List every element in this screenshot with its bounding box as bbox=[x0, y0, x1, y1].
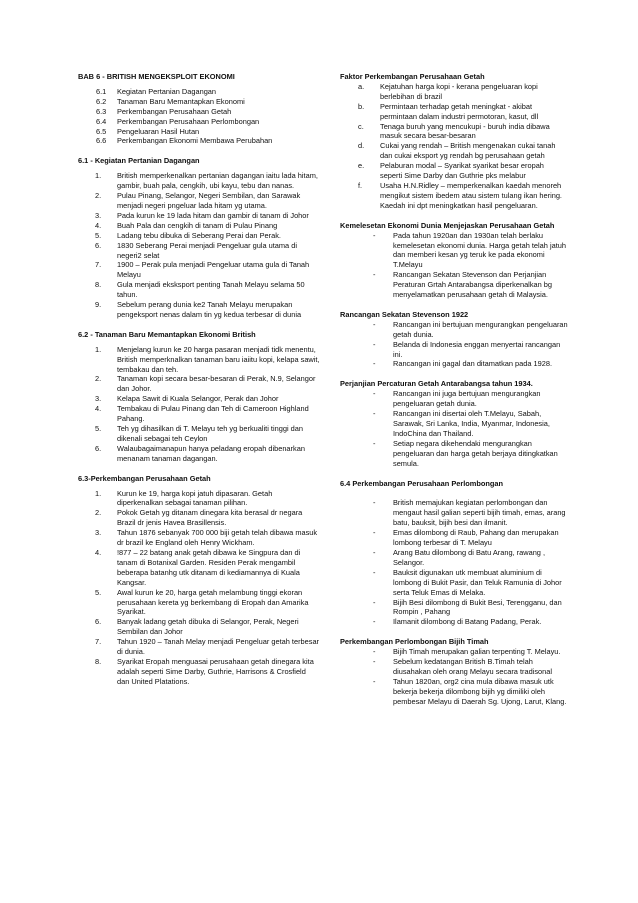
list-item-text: Rancangan ini bertujuan mengurangkan pengeluaran getah dunia. bbox=[393, 319, 568, 339]
faktor-title: Faktor Perkembangan Perusahaan Getah bbox=[340, 72, 485, 81]
list-item bbox=[78, 617, 320, 637]
list-item-text: Sebelum kedatangan British B.Timah telah diusahakan oleh orang Melayu secara tradisonal bbox=[393, 657, 552, 676]
list-item-text: Kurun ke 19, harga kopi jatuh dipasaran. Getah diperkenalkan sebagai tanaman pilihan. bbox=[117, 488, 273, 508]
list-item-marker: 4. bbox=[95, 547, 102, 557]
list-item-marker: c. bbox=[358, 121, 364, 131]
toc-item bbox=[78, 136, 320, 146]
list-item-text: Bijih Timah merupakan galian terpenting T. Melayu. bbox=[393, 647, 561, 657]
list-item-marker: 6. bbox=[95, 443, 102, 453]
left-column bbox=[78, 72, 320, 687]
list-item bbox=[78, 394, 320, 404]
list-item-marker: 5. bbox=[95, 424, 102, 433]
list-item-marker: a. bbox=[358, 81, 365, 91]
list-item bbox=[340, 439, 568, 469]
list-item-text: Gula menjadi eksksport penting Tanah Melayu selama 50 tahun. bbox=[117, 280, 305, 300]
toc-item-text: Perkembangan Ekonomi Membawa Perubahan bbox=[117, 136, 273, 146]
list-item-marker: - bbox=[373, 339, 376, 349]
perjanjian-title: Perjanjian Percaturan Getah Antarabangsa tahun 1934. bbox=[340, 379, 533, 389]
list-item bbox=[78, 191, 320, 211]
list-item bbox=[340, 598, 568, 618]
toc-item-marker: 6.2 bbox=[96, 96, 107, 106]
list-item bbox=[340, 320, 568, 340]
list-item bbox=[340, 141, 568, 161]
table-of-contents bbox=[78, 87, 320, 146]
list-item bbox=[340, 498, 568, 528]
stevenson-title: Rancangan Sekatan Stevenson 1922 bbox=[340, 309, 469, 319]
list-item-text: Tanaman kopi secara besar-besaran di Perak, N.9, Selangor dan Johor. bbox=[117, 374, 316, 394]
list-item-marker: 3. bbox=[95, 528, 102, 538]
list-item bbox=[78, 508, 320, 528]
list-item-marker: 5. bbox=[95, 587, 102, 597]
toc-item-text: Tanaman Baru Memantapkan Ekonomi bbox=[117, 96, 245, 106]
list-item-marker: 6. bbox=[95, 240, 102, 250]
list-item-text: Bijih Besi dilombong di Bukit Besi, Terengganu, dan Rompin , Pahang bbox=[393, 597, 562, 617]
list-item-text: !877 – 22 batang anak getah dibawa ke Singpura dan di tanam di Botanixal Garden. Residen Perak mengambil beberapa batanhg utk ditanam di kediamannya di Kuala Kangsar. bbox=[117, 547, 301, 587]
list-item bbox=[340, 617, 568, 627]
list-item-text: British memperkenalkan pertanian dagangan iaitu lada hitam, gambir, buah pala, cengkih, ubi kayu, tebu dan nanas. bbox=[117, 171, 318, 191]
list-item-marker: - bbox=[373, 647, 376, 657]
list-item-text: Tenaga buruh yang mencukupi - buruh india dibawa masuk secara besar-besaran bbox=[380, 121, 550, 141]
list-item bbox=[78, 528, 320, 548]
list-item bbox=[340, 657, 568, 677]
list-item-text: Rancangan ini juga bertujuan mengurangkan pengeluaran getah dunia. bbox=[393, 389, 541, 409]
list-item-marker: - bbox=[373, 547, 376, 557]
list-item-text: Syarikat Eropah menguasai perusahaan getah dinegara kita adalah seperti Sime Darby, Guthrie, Harrisons & Crosfield dan United Platations. bbox=[117, 656, 314, 686]
list-item bbox=[78, 300, 320, 320]
list-item-marker: b. bbox=[358, 101, 365, 111]
list-item-text: Emas dilombong di Raub, Pahang dan merupakan lombong terbesar di T. Melayu bbox=[393, 528, 559, 548]
list-item-text: Belanda di Indonesia enggan menyertai rancangan ini. bbox=[393, 339, 561, 359]
list-item-text: Pada tahun 1920an dan 1930an telah berlaku kemelesetan ekonomi dunia. Harga getah telah jatuh dan memberi kesan yg teruk ke pada ekonomi T.Melayu bbox=[393, 230, 566, 270]
list-item-marker: 2. bbox=[95, 508, 102, 518]
list-item-marker: - bbox=[373, 676, 376, 686]
stevenson-list bbox=[340, 320, 568, 370]
list-item-text: 1830 Seberang Perai menjadi Pengeluar gula utama di negeri2 selat bbox=[117, 240, 297, 260]
section-6-4-title: 6.4 Perkembangan Perusahaan Perlombongan bbox=[340, 478, 504, 488]
list-item-marker: - bbox=[373, 567, 376, 577]
list-item-text: Tahun 1920 – Tanah Melay menjadi Pengeluar getah terbesar di dunia. bbox=[117, 637, 320, 657]
list-item bbox=[78, 404, 320, 424]
list-item-marker: 7. bbox=[95, 260, 102, 270]
list-item bbox=[78, 548, 320, 588]
list-item bbox=[340, 161, 568, 181]
list-item bbox=[340, 102, 568, 122]
list-item-marker: - bbox=[373, 528, 376, 538]
list-item-text: Kejatuhan harga kopi - kerana pengeluaran kopi berlebihan di brazil bbox=[380, 81, 538, 101]
toc-item bbox=[78, 107, 320, 117]
toc-item bbox=[78, 117, 320, 127]
list-item bbox=[78, 345, 320, 375]
list-item bbox=[78, 637, 320, 657]
list-item bbox=[340, 389, 568, 409]
list-item-marker: 6. bbox=[95, 617, 102, 627]
section-6-1-list bbox=[78, 171, 320, 320]
list-item bbox=[340, 82, 568, 102]
list-item-marker: - bbox=[373, 319, 376, 329]
faktor-list bbox=[340, 82, 568, 211]
list-item bbox=[78, 374, 320, 394]
toc-item bbox=[78, 97, 320, 107]
list-item bbox=[78, 588, 320, 618]
list-item-text: Pada kurun ke 19 lada hitam dan gambir di tanam di Johor bbox=[117, 210, 309, 220]
toc-item-text: Kegiatan Pertanian Dagangan bbox=[117, 86, 217, 96]
list-item bbox=[78, 221, 320, 231]
list-item-marker: - bbox=[373, 617, 376, 627]
toc-item-marker: 6.3 bbox=[96, 106, 107, 116]
list-item-text: Awal kurun ke 20, harga getah melambung tinggi ekoran perusahaan kereta yg berkembang di Eropah dan Amarika Syarikat. bbox=[117, 587, 309, 617]
list-item-marker: 3. bbox=[95, 394, 102, 404]
list-item-text: Banyak ladang getah dibuka di Selangor, Perak, Negeri Sembilan dan Johor bbox=[117, 617, 299, 637]
toc-item-text: Perkembangan Perusahaan Getah bbox=[117, 106, 232, 116]
list-item bbox=[78, 231, 320, 241]
list-item-marker: - bbox=[373, 438, 376, 448]
toc-item-text: Perkembangan Perusahaan Perlombongan bbox=[117, 116, 260, 126]
list-item-text: Tembakau di Pulau Pinang dan Teh di Cameroon Highland Pahang. bbox=[117, 404, 309, 424]
list-item-marker: f. bbox=[358, 180, 363, 190]
list-item bbox=[340, 181, 568, 211]
toc-item-text: Pengeluaran Hasil Hutan bbox=[117, 126, 200, 136]
list-item-text: Kelapa Sawit di Kuala Selangor, Perak dan Johor bbox=[117, 394, 279, 404]
list-item bbox=[340, 270, 568, 300]
list-item-text: Menjelang kurun ke 20 harga pasaran menjadi tidk menentu, British memperknalkan tanaman baru iaiitu kopi, kelapa sawit, tembakau dan teh. bbox=[117, 344, 320, 374]
list-item-marker: 2. bbox=[95, 191, 102, 201]
list-item bbox=[78, 424, 320, 444]
kemelesetan-list bbox=[340, 231, 568, 300]
list-item-marker: - bbox=[373, 230, 376, 240]
list-item-marker: 8. bbox=[95, 280, 102, 290]
perjanjian-list bbox=[340, 389, 568, 468]
list-item bbox=[340, 647, 568, 657]
list-item bbox=[340, 568, 568, 598]
list-item-text: Tahun 1820an, org2 cina mula dibawa masuk utk bekerja bekerja dilombong bijih yg dimiliki oleh pembesar Melayu di Daerah Sg. Ujong, Larut, Klang. bbox=[393, 676, 567, 706]
list-item-text: Cukai yang rendah – British mengenakan cukai tanah dan cukai eksport yg rendah bg perusahaan getah bbox=[380, 141, 556, 161]
section-6-4-list bbox=[340, 498, 568, 627]
section-6-3-list bbox=[78, 489, 320, 687]
section-6-2-title: 6.2 - Tanaman Baru Memantapkan Ekonomi British bbox=[78, 329, 256, 339]
list-item-marker: 7. bbox=[95, 637, 102, 647]
list-item-text: Arang Batu dilombong di Batu Arang, rawang , Selangor. bbox=[393, 547, 546, 567]
bijih-timah-list bbox=[340, 647, 568, 706]
toc-item-marker: 6.1 bbox=[96, 86, 107, 96]
list-item-text: Pokok Getah yg ditanam dinegara kita berasal dr negara Brazil dr jenis Havea Brasillensis. bbox=[117, 508, 303, 528]
list-item-text: Tahun 1876 sebanyak 700 000 biji getah telah dibawa masuk dr brazil ke England oleh Henry Wickham. bbox=[117, 528, 318, 548]
list-item bbox=[340, 409, 568, 439]
list-item-text: Bauksit digunakan utk membuat aluminium di lombong di Bukit Pasir, dan Teluk Ramunia di Johor serta Teluk Emas di Melaka. bbox=[393, 567, 562, 597]
list-item-marker: - bbox=[373, 270, 376, 280]
toc-item-marker: 6.4 bbox=[96, 116, 107, 126]
list-item-text: Setiap negara dikehendaki mengurangkan pengeluaran dan harga getah berjaya ditingkatkan semula. bbox=[393, 438, 558, 468]
list-item bbox=[340, 359, 568, 369]
list-item bbox=[78, 260, 320, 280]
list-item-marker: d. bbox=[358, 141, 365, 151]
list-item bbox=[340, 231, 568, 271]
list-item-marker: 8. bbox=[95, 656, 102, 666]
list-item-marker: 1. bbox=[95, 171, 102, 181]
list-item-marker: - bbox=[373, 498, 376, 508]
list-item bbox=[340, 122, 568, 142]
bab-title: BAB 6 - BRITISH MENGEKSPLOIT EKONOMI bbox=[78, 72, 235, 81]
list-item-text: 1900 – Perak pula menjadi Pengeluar utama gula di Tanah Melayu bbox=[117, 260, 310, 280]
list-item bbox=[78, 444, 320, 464]
list-item-marker: 9. bbox=[95, 300, 102, 310]
list-item bbox=[340, 677, 568, 707]
list-item-text: Buah Pala dan cengkih di tanam di Pulau Pinang bbox=[117, 220, 278, 230]
list-item-marker: e. bbox=[358, 161, 365, 171]
list-item-marker: 1. bbox=[95, 344, 102, 354]
list-item-text: Pulau Pinang, Selangor, Negeri Sembilan, dan Sarawak menjadi negeri pngeluar lada hitam yg utama. bbox=[117, 191, 301, 210]
bijih-timah-title: Perkembangan Perlombongan Bijih Timah bbox=[340, 637, 489, 647]
section-6-3-title: 6.3-Perkembangan Perusahaan Getah bbox=[78, 473, 211, 483]
list-item-marker: 1. bbox=[95, 488, 102, 498]
list-item-text: Ilamanit dilombong di Batang Padang, Perak. bbox=[393, 617, 542, 627]
list-item bbox=[78, 657, 320, 687]
list-item-text: Permintaan terhadap getah meningkat - akibat permintaan dalam industri permotoran, kasut, dll bbox=[380, 101, 539, 121]
list-item-text: Usaha H.N.Ridley – memperkenalkan kaedah menoreh mengikut sistem ibedem atau sistem tulang ikan hering. Kaedah ini dpt meningkatkan hasil pengeluaran. bbox=[380, 180, 562, 210]
list-item-marker: - bbox=[373, 409, 376, 419]
list-item-marker: 4. bbox=[95, 220, 102, 230]
toc-item-marker: 6.6 bbox=[96, 136, 107, 146]
list-item bbox=[78, 280, 320, 300]
list-item bbox=[340, 340, 568, 360]
list-item-text: Teh yg dihasilkan di T. Melayu teh yg berkualiti tinggi dan dikenali sebagai teh Ceylon bbox=[117, 424, 303, 443]
list-item-marker: - bbox=[373, 359, 376, 369]
kemelesetan-title: Kemelesetan Ekonomi Dunia Menjejaskan Perusahaan Getah bbox=[340, 220, 555, 230]
section-6-1-title: 6.1 - Kegiatan Pertanian Dagangan bbox=[78, 156, 200, 166]
list-item-text: Rancangan ini gagal dan ditamatkan pada 1928. bbox=[393, 359, 553, 369]
section-6-2-list bbox=[78, 345, 320, 464]
list-item-text: Sebelum perang dunia ke2 Tanah Melayu merupakan pengeksport nenas dalam tin yg kedua terbesar di dunia bbox=[117, 300, 302, 319]
list-item-text: British memajukan kegiatan perlombongan dan mengaut hasil galian seperti bijih timah, emas, arang batu, bauksit, bijih besi dan ilmanit. bbox=[393, 498, 566, 528]
list-item bbox=[78, 211, 320, 221]
list-item-marker: 4. bbox=[95, 404, 102, 414]
list-item-text: Rancangan ini disertai oleh T.Melayu, Sabah, Sarawak, Sri Lanka, India, Myanmar, Indonesia, IndoChina dan Thailand. bbox=[393, 409, 550, 438]
list-item bbox=[78, 171, 320, 191]
list-item-marker: 5. bbox=[95, 230, 102, 240]
list-item-marker: - bbox=[373, 657, 376, 667]
toc-item bbox=[78, 87, 320, 97]
list-item-marker: 3. bbox=[95, 210, 102, 220]
list-item bbox=[340, 548, 568, 568]
list-item-text: Walaubagaimanapun hanya peladang eropah dibenarkan menanam tanaman dagangan. bbox=[117, 443, 305, 463]
list-item-marker: 2. bbox=[95, 374, 102, 384]
toc-item bbox=[78, 127, 320, 137]
list-item bbox=[78, 489, 320, 509]
list-item bbox=[78, 241, 320, 261]
list-item-marker: - bbox=[373, 389, 376, 399]
list-item-text: Rancangan Sekatan Stevenson dan Perjanjian Peraturan Grtah Antarabangsa diperkenalkan bg menyelamatkan perusahaan getah di Malaysia. bbox=[393, 270, 553, 300]
toc-item-marker: 6.5 bbox=[96, 126, 107, 136]
right-column bbox=[340, 72, 568, 707]
list-item-marker: - bbox=[373, 597, 376, 607]
list-item-text: Ladang tebu dibuka di Seberang Perai dan Perak. bbox=[117, 230, 281, 240]
list-item bbox=[340, 528, 568, 548]
list-item-text: Pelaburan modal – Syarikat syarikat besar eropah seperti Sime Darby dan Guthrie pks melabur bbox=[380, 161, 544, 181]
